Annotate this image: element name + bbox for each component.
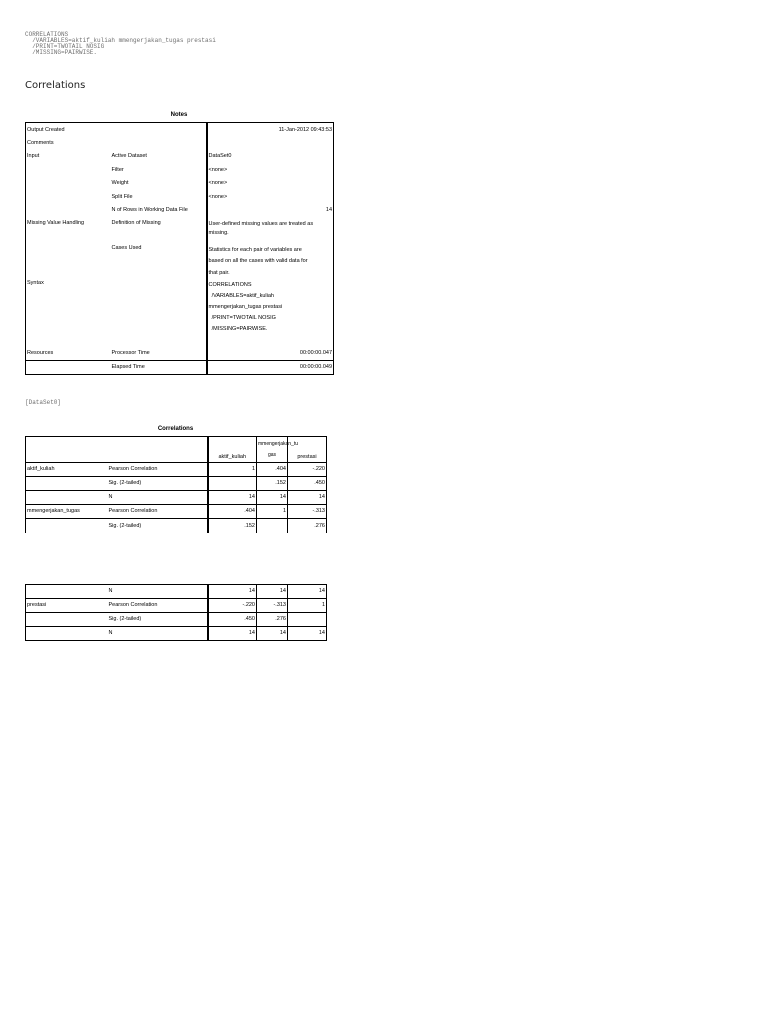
- def-missing-label: Definition of Missing: [111, 219, 161, 226]
- processor-time-label: Processor Time: [111, 349, 150, 356]
- syntax-echo: [25, 32, 216, 56]
- stat-label: Sig. (2-tailed): [108, 477, 208, 491]
- table-row: [26, 613, 327, 627]
- table-cell: 14: [288, 627, 327, 641]
- cases-used-value: [207, 243, 334, 280]
- filter-label: Filter: [111, 166, 124, 173]
- col-header-line: gas: [267, 451, 277, 458]
- col-header: aktif_kuliah: [208, 437, 257, 463]
- weight-value: <none>: [207, 177, 334, 191]
- table-cell: [288, 613, 327, 627]
- table-cell: 1: [288, 599, 327, 613]
- table-cell: .152: [208, 519, 257, 533]
- stat-label: N: [108, 491, 208, 505]
- n-rows-value: 14: [207, 204, 334, 218]
- weight-label: Weight: [111, 180, 129, 187]
- row-label: prestasi: [26, 599, 108, 613]
- table-row: [26, 477, 327, 491]
- output-created-value: 11-Jan-2012 09:43:53: [207, 123, 334, 137]
- table-row: [26, 191, 334, 204]
- stat-label: Sig. (2-tailed): [108, 613, 208, 627]
- table-row: [26, 218, 334, 243]
- page-title: Correlations: [25, 80, 86, 91]
- table-cell: 14: [208, 585, 257, 599]
- table-cell: -.313: [257, 599, 288, 613]
- stat-label: Sig. (2-tailed): [108, 519, 208, 533]
- def-missing-value: [207, 218, 334, 243]
- stat-label: Pearson Correlation: [108, 599, 208, 613]
- table-cell: .152: [257, 477, 288, 491]
- stat-label: Pearson Correlation: [108, 463, 208, 477]
- table-row: [26, 150, 334, 164]
- table-row: [26, 599, 327, 613]
- col-header: [257, 437, 299, 463]
- table-cell: -.313: [288, 505, 327, 519]
- syntax-value-line: /MISSING=PAIRWISE.: [208, 326, 268, 332]
- row-label: mmengerjakan_tugas: [26, 505, 108, 519]
- table-cell: .450: [208, 613, 257, 627]
- cases-used-label: Cases Used: [111, 244, 142, 251]
- resources-label: Resources: [26, 346, 111, 360]
- table-cell: 1: [208, 463, 257, 477]
- syntax-value-line: /VARIABLES=aktif_kuliah: [208, 293, 274, 299]
- syntax-label: Syntax: [26, 279, 111, 346]
- table-cell: .404: [257, 463, 288, 477]
- table-row: [26, 123, 334, 137]
- table-row: [26, 360, 334, 374]
- table-cell: -.220: [208, 599, 257, 613]
- table-row: [26, 585, 327, 599]
- table-cell: 1: [257, 505, 288, 519]
- table-row: [26, 279, 334, 346]
- correlations-title: Correlations: [157, 426, 194, 432]
- def-missing-line: missing.: [208, 229, 229, 236]
- table-row: [26, 505, 327, 519]
- notes-table: [25, 122, 334, 375]
- correlations-table-continued: [25, 584, 327, 641]
- stat-label: N: [108, 585, 208, 599]
- active-dataset-value: DataSet0: [207, 150, 334, 164]
- syntax-line: /MISSING=PAIRWISE.: [25, 49, 98, 56]
- table-cell: 14: [208, 491, 257, 505]
- table-cell: .404: [208, 505, 257, 519]
- syntax-line: /PRINT=TWOTAIL NOSIG: [25, 43, 105, 50]
- notes-title: Notes: [170, 112, 188, 118]
- table-row: [26, 243, 334, 280]
- table-cell: .450: [288, 477, 327, 491]
- def-missing-line: User-defined missing values are treated as: [208, 220, 314, 227]
- table-cell: -.220: [288, 463, 327, 477]
- table-cell: 14: [257, 491, 288, 505]
- table-cell: .276: [257, 613, 288, 627]
- stat-label: Pearson Correlation: [108, 505, 208, 519]
- input-label: Input: [26, 150, 111, 164]
- table-cell: 14: [288, 491, 327, 505]
- dataset-tag: [DataSet0]: [25, 399, 62, 406]
- cases-used-line: Statistics for each pair of variables are: [208, 246, 302, 253]
- table-row: [26, 463, 327, 477]
- table-cell: [208, 477, 257, 491]
- missing-label: Missing Value Handling: [26, 218, 111, 243]
- split-file-label: Split File: [111, 193, 133, 200]
- cases-used-line: that pair.: [208, 269, 230, 276]
- stat-label: N: [108, 627, 208, 641]
- cases-used-line: based on all the cases with valid data for: [208, 258, 308, 264]
- table-cell: [257, 519, 288, 533]
- comments-label: Comments: [26, 137, 207, 150]
- col-header: prestasi: [288, 437, 327, 463]
- table-row: [26, 346, 334, 360]
- table-row: [26, 137, 334, 150]
- syntax-value: [207, 279, 334, 346]
- filter-value: <none>: [207, 164, 334, 177]
- elapsed-time-label: Elapsed Time: [111, 360, 207, 374]
- table-row: [26, 177, 334, 191]
- n-rows-label: N of Rows in Working Data File: [111, 207, 188, 214]
- table-row: [26, 164, 334, 177]
- table-row: [26, 491, 327, 505]
- correlations-table: [25, 436, 327, 533]
- table-row: [26, 204, 334, 218]
- table-row: [26, 437, 327, 463]
- table-cell: 14: [288, 585, 327, 599]
- split-file-value: <none>: [207, 191, 334, 204]
- table-cell: 14: [208, 627, 257, 641]
- elapsed-time-value: 00:00:00.049: [207, 360, 334, 374]
- table-row: [26, 627, 327, 641]
- processor-time-value: 00:00:00.047: [207, 346, 334, 360]
- syntax-line: /VARIABLES=aktif_kuliah mmengerjakan_tugas prestasi: [25, 37, 216, 44]
- row-label: aktif_kuliah: [26, 463, 108, 477]
- active-dataset-label: Active Dataset: [111, 153, 147, 160]
- table-row: [26, 519, 327, 533]
- table-cell: 14: [257, 627, 288, 641]
- output-created-label: Output Created: [26, 123, 207, 137]
- syntax-line: CORRELATIONS: [25, 31, 69, 38]
- table-cell: .276: [288, 519, 327, 533]
- col-header-line: mmengerjakan_tu: [258, 440, 299, 447]
- syntax-value-line: /PRINT=TWOTAIL NOSIG: [208, 315, 276, 321]
- syntax-value-line: mmengerjakan_tugas prestasi: [208, 304, 283, 310]
- table-cell: 14: [257, 585, 288, 599]
- syntax-value-line: CORRELATIONS: [208, 282, 252, 288]
